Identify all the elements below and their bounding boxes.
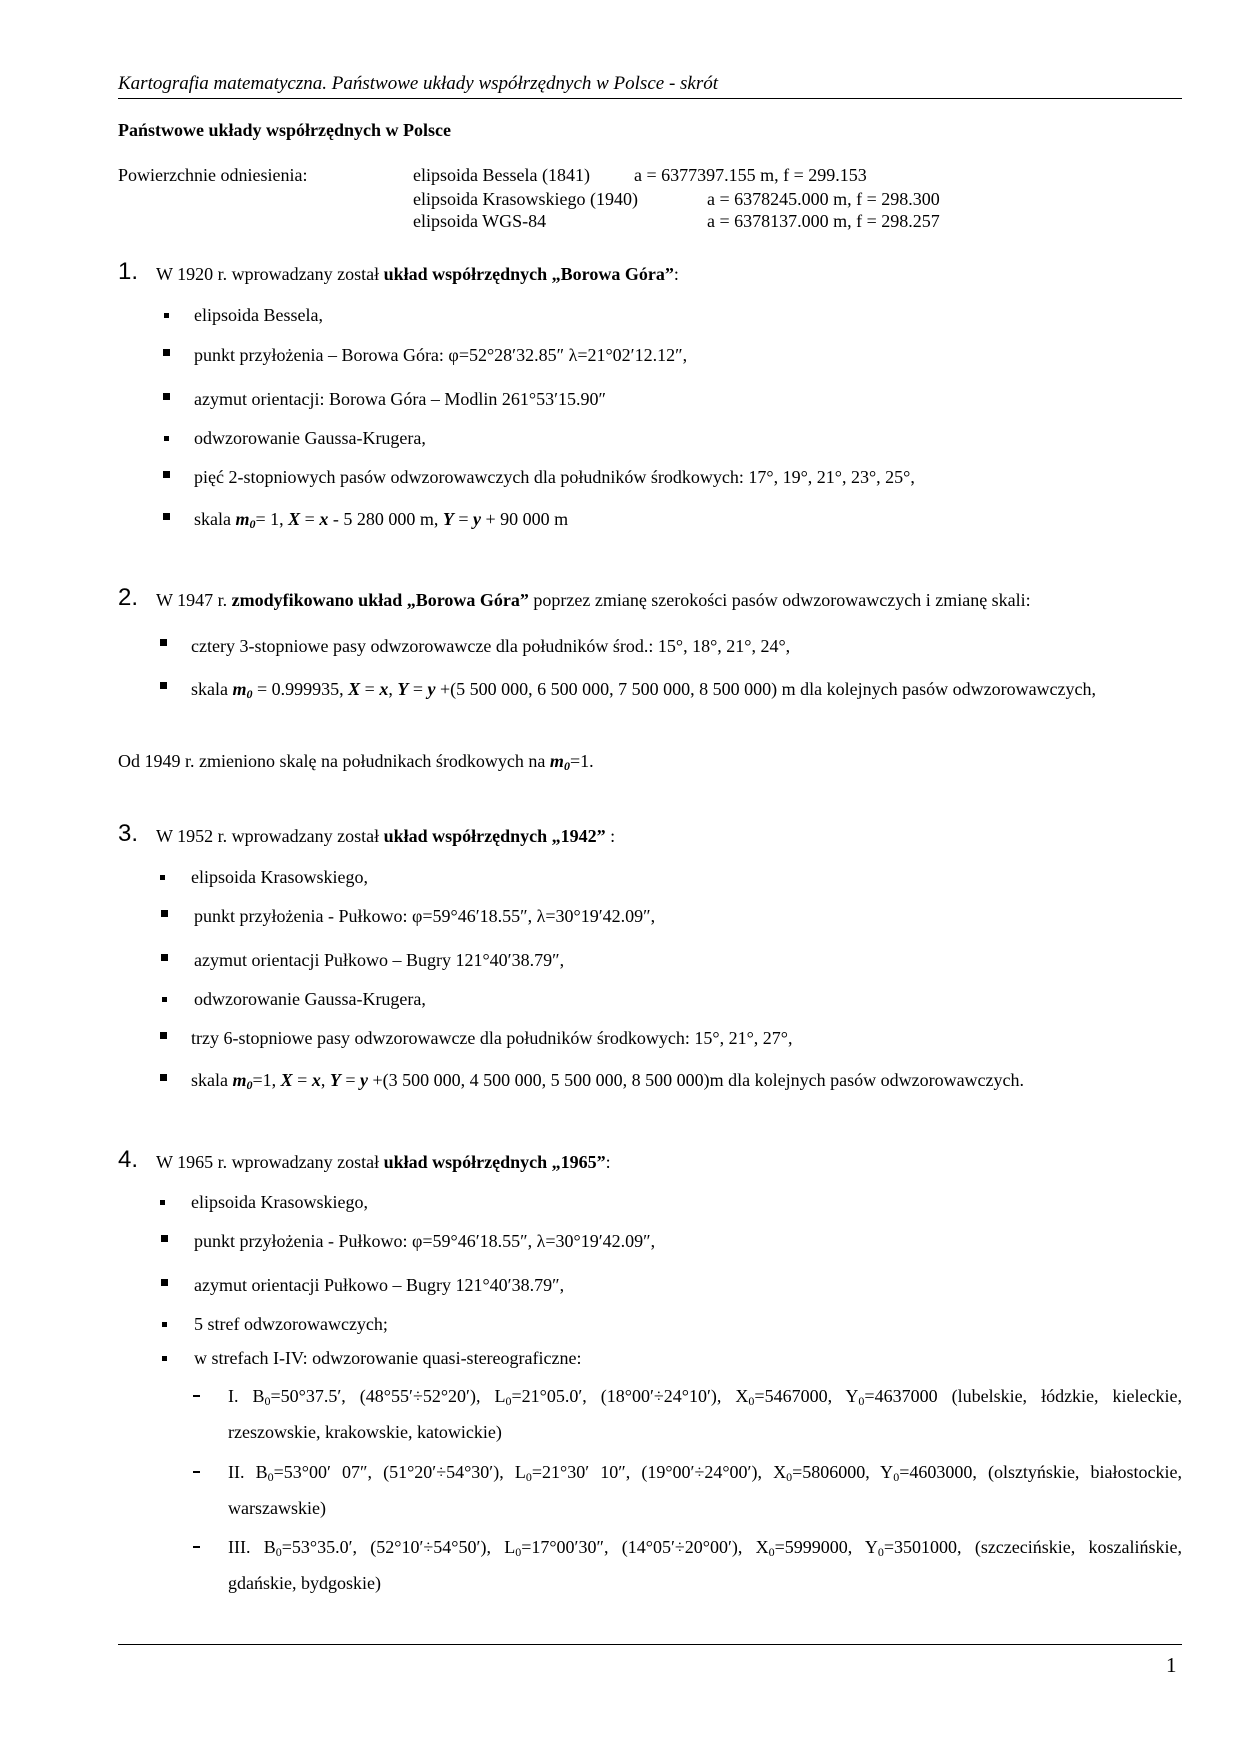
section-number: 3.	[118, 820, 139, 847]
bullet-icon	[160, 1074, 167, 1081]
t: =	[292, 1070, 312, 1090]
header-rule	[118, 98, 1182, 99]
t: =53°35.0′, (52°10′÷54°50′), L	[281, 1537, 516, 1557]
t: y	[427, 679, 436, 699]
list-item: pięć 2-stopniowych pasów odwzorowawczych dla południków środkowych: 17°, 19°, 21°, 23°, 25°,	[194, 467, 915, 487]
list-item-scale	[191, 671, 1182, 707]
list-item: azymut orientacji: Borowa Góra – Modlin 261°53′15.90″	[194, 389, 607, 409]
t: x	[311, 1070, 321, 1090]
bullet-icon	[163, 513, 170, 520]
t: 0	[249, 517, 256, 531]
running-header: Kartografia matematyczna. Państwowe układy współrzędnych w Polsce - skrót	[118, 73, 719, 94]
heading-text: W 1965 r. wprowadzany został	[156, 1152, 384, 1172]
t: 0	[264, 1394, 271, 1408]
t: +(3 500 000, 4 500 000, 5 500 000, 8 500 000)m dla kolejnych pasów odwzorowawczych.	[367, 1070, 1025, 1090]
heading-bold: układ współrzędnych „1965”	[383, 1152, 606, 1172]
surface-params: a = 6378245.000 m, f = 298.300	[707, 189, 940, 209]
dash-icon	[193, 1395, 200, 1397]
bullet-icon	[160, 875, 165, 880]
bullet-icon	[163, 349, 170, 356]
list-item: w strefach I-IV: odwzorowanie quasi-stereograficzne:	[194, 1348, 582, 1368]
surface-params: a = 6378137.000 m, f = 298.257	[707, 211, 940, 231]
bullet-icon	[164, 313, 169, 318]
t: Y	[397, 679, 409, 699]
t: =5467000, Y	[754, 1386, 859, 1406]
bullet-icon	[163, 393, 170, 400]
t: 0	[748, 1394, 755, 1408]
list-item: punkt przyłożenia - Pułkowo: φ=59°46′18.55″, λ=30°19′42.09″,	[194, 1231, 656, 1251]
t: =4603000, (olsztyńskie, białostockie, warszawskie)	[228, 1462, 1183, 1518]
t: x	[319, 509, 329, 529]
footer-rule	[118, 1644, 1182, 1645]
t: 0	[786, 1470, 793, 1484]
t: y	[359, 1070, 368, 1090]
heading-bold: układ współrzędnych „Borowa Góra”	[383, 264, 674, 284]
list-item: elipsoida Bessela,	[194, 305, 323, 325]
t: Y	[329, 1070, 341, 1090]
bullet-icon	[160, 1200, 165, 1205]
t: II. B	[228, 1462, 268, 1482]
bullet-icon	[160, 639, 167, 646]
t: III. B	[228, 1537, 276, 1557]
list-item: punkt przyłożenia - Pułkowo: φ=59°46′18.55″, λ=30°19′42.09″,	[194, 906, 656, 926]
t: - 5 280 000 m,	[328, 509, 443, 529]
page-number: 1	[1166, 1653, 1177, 1677]
t: =53°00′ 07″, (51°20′÷54°30′), L	[273, 1462, 526, 1482]
t: =	[340, 1070, 360, 1090]
t: 0	[563, 759, 570, 773]
t: m	[549, 751, 564, 771]
list-item: elipsoida Krasowskiego,	[191, 1192, 368, 1212]
list-item: trzy 6-stopniowe pasy odwzorowawcze dla południków środkowych: 15°, 21°, 27°,	[191, 1028, 793, 1048]
t: 0	[515, 1545, 522, 1559]
t: x	[379, 679, 389, 699]
t: =17°00′30″, (14°05′÷20°00′), X	[521, 1537, 769, 1557]
heading-text: W 1920 r. wprowadzany został	[156, 264, 384, 284]
bullet-icon	[162, 997, 167, 1002]
t: m	[232, 1070, 247, 1090]
t: m	[235, 509, 250, 529]
heading-text: :	[605, 826, 616, 846]
t: 0	[505, 1394, 512, 1408]
heading-bold: układ współrzędnych „1942”	[383, 826, 606, 846]
t: 0	[267, 1470, 274, 1484]
t: X	[280, 1070, 293, 1090]
list-item: cztery 3-stopniowe pasy odwzorowawcze dla południków środ.: 15°, 18°, 21°, 24°,	[191, 636, 791, 656]
zone-item	[228, 1529, 1182, 1601]
list-item-scale	[194, 508, 568, 530]
t: 0	[768, 1545, 775, 1559]
surface-name: elipsoida WGS-84	[413, 211, 547, 231]
t: =21°05.0′, (18°00′÷24°10′), X	[511, 1386, 749, 1406]
section-heading	[156, 825, 615, 847]
surface-name: elipsoida Krasowskiego (1940)	[413, 189, 638, 209]
t: =5999000, Y	[774, 1537, 878, 1557]
list-item: azymut orientacji Pułkowo – Bugry 121°40′38.79″,	[194, 950, 565, 970]
t: =	[453, 509, 473, 529]
t: skala	[191, 1070, 233, 1090]
surfaces-label: Powierzchnie odniesienia:	[118, 165, 308, 185]
page-title: Państwowe układy współrzędnych w Polsce	[118, 120, 452, 140]
list-item-scale	[191, 1069, 1024, 1091]
bullet-icon	[161, 1235, 168, 1242]
heading-text: W 1952 r. wprowadzany został	[156, 826, 384, 846]
t: ,	[320, 1070, 330, 1090]
section-number: 1.	[118, 258, 139, 285]
section-number: 4.	[118, 1146, 139, 1173]
bullet-icon	[161, 910, 168, 917]
t: X	[288, 509, 301, 529]
bullet-icon	[160, 682, 167, 689]
t: ,	[388, 679, 398, 699]
t: m	[232, 679, 247, 699]
bullet-icon	[161, 1279, 168, 1286]
section-number: 2.	[118, 584, 139, 611]
bullet-icon	[164, 436, 169, 441]
t: = 1,	[255, 509, 289, 529]
bullet-icon	[162, 1322, 167, 1327]
t: X	[348, 679, 361, 699]
t: 0	[275, 1545, 282, 1559]
section-heading	[156, 589, 1031, 611]
heading-text: :	[673, 264, 679, 284]
t: =3501000, (szczecińskie, koszalińskie, gdańskie, bydgoskie)	[228, 1537, 1183, 1593]
heading-text: W 1947 r.	[156, 590, 232, 610]
t: 0	[246, 1078, 253, 1092]
t: skala	[194, 509, 236, 529]
section-heading	[156, 1151, 611, 1173]
t: 0	[893, 1470, 900, 1484]
list-item: punkt przyłożenia – Borowa Góra: φ=52°28′32.85″ λ=21°02′12.12″,	[194, 345, 688, 365]
dash-icon	[193, 1471, 200, 1473]
heading-text: poprzez zmianę szerokości pasów odwzorowawczych i zmianę skali:	[528, 590, 1031, 610]
t: = 0.999935,	[252, 679, 349, 699]
bullet-icon	[163, 471, 170, 478]
t: + 90 000 m	[480, 509, 569, 529]
t: +(5 500 000, 6 500 000, 7 500 000, 8 500 000) m dla kolejnych pasów odwzorowawczych,	[435, 679, 1097, 699]
t: =	[360, 679, 380, 699]
surface-params: a = 6377397.155 m, f = 299.153	[634, 165, 867, 185]
list-item: odwzorowanie Gaussa-Krugera,	[194, 428, 426, 448]
t: =1,	[252, 1070, 281, 1090]
heading-text: :	[605, 1152, 611, 1172]
t: =5806000, Y	[792, 1462, 894, 1482]
bullet-icon	[160, 1032, 167, 1039]
t: =4637000 (lubelskie, łódzkie, kieleckie, rzeszowskie, krakowskie, katowickie)	[228, 1386, 1183, 1442]
t: =50°37.5′, (48°55′÷52°20′), L	[270, 1386, 506, 1406]
t: 0	[525, 1470, 532, 1484]
t: y	[472, 509, 481, 529]
t: =1.	[569, 751, 594, 771]
zone-item	[228, 1378, 1182, 1450]
t: 0	[246, 687, 253, 701]
t: I. B	[228, 1386, 265, 1406]
zone-item	[228, 1454, 1182, 1526]
t: 0	[858, 1394, 865, 1408]
list-item: odwzorowanie Gaussa-Krugera,	[194, 989, 426, 1009]
t: =	[300, 509, 320, 529]
dash-icon	[193, 1546, 200, 1548]
t: skala	[191, 679, 233, 699]
list-item: 5 stref odwzorowawczych;	[194, 1314, 388, 1334]
list-item: elipsoida Krasowskiego,	[191, 867, 368, 887]
section-heading	[156, 263, 679, 285]
t: =	[408, 679, 428, 699]
note	[118, 750, 594, 772]
t: Od 1949 r. zmieniono skalę na południkach środkowych na	[118, 751, 550, 771]
bullet-icon	[161, 954, 168, 961]
list-item: azymut orientacji Pułkowo – Bugry 121°40′38.79″,	[194, 1275, 565, 1295]
heading-bold: zmodyfikowano układ „Borowa Góra”	[231, 590, 529, 610]
surface-name: elipsoida Bessela (1841)	[413, 165, 590, 185]
t: Y	[442, 509, 454, 529]
t: 0	[877, 1545, 884, 1559]
bullet-icon	[162, 1356, 167, 1361]
t: =21°30′ 10″, (19°00′÷24°00′), X	[531, 1462, 787, 1482]
